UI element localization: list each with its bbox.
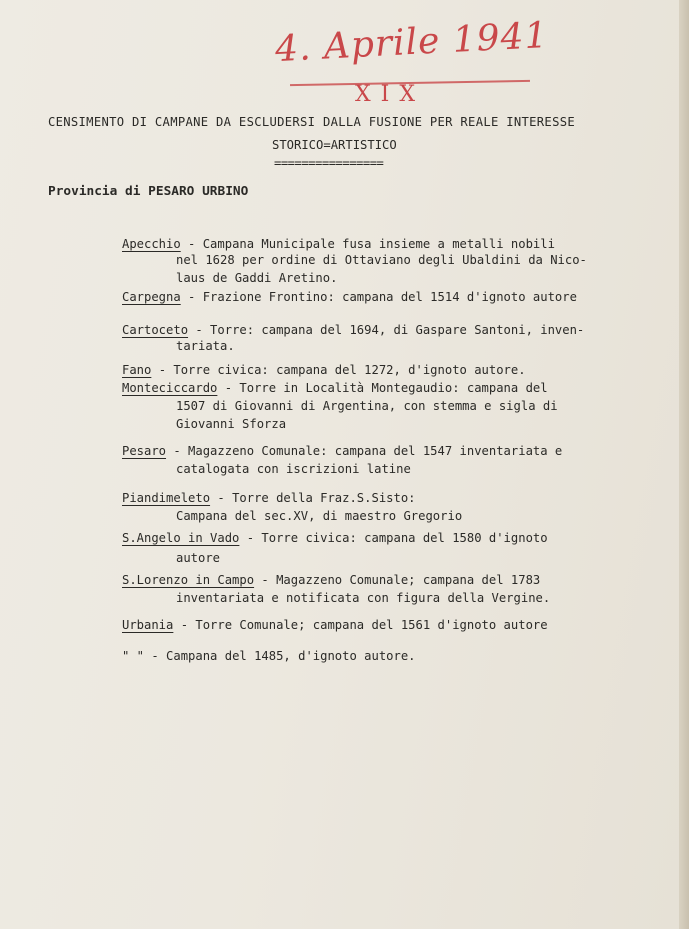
entry-text: - Torre civica: campana del 1580 d'ignoto xyxy=(239,531,548,545)
entry-place: Carpegna xyxy=(122,290,181,304)
entry-place: Cartoceto xyxy=(122,323,189,337)
entry-place: Pesaro xyxy=(122,444,167,458)
entry-text: - Torre civica: campana del 1272, d'ignoto autore. xyxy=(151,363,526,377)
document-subheading: STORICO=ARTISTICO xyxy=(272,138,397,152)
entry-8 xyxy=(122,530,548,546)
entry-continuation: 1507 di Giovanni di Argentina, con stemma e sigla di xyxy=(176,399,558,413)
entry-5 xyxy=(122,380,548,396)
entry-continuation: Campana del sec.XV, di maestro Gregorio xyxy=(176,509,463,523)
entry-place: Urbania xyxy=(122,618,174,632)
entry-text: - Magazzeno Comunale: campana del 1547 inventariata e xyxy=(166,444,563,458)
entry-text: - Campana del 1485, d'ignoto autore. xyxy=(144,649,416,663)
entry-text: - Torre della Fraz.S.Sisto: xyxy=(210,491,416,505)
handwritten-date: 4. Aprile 1941 xyxy=(274,14,550,71)
entry-text: - Magazzeno Comunale; campana del 1783 xyxy=(254,573,541,587)
entry-place: " " xyxy=(122,649,145,663)
entry-6 xyxy=(122,443,562,459)
entry-10 xyxy=(122,617,548,633)
province-label: Provincia di PESARO URBINO xyxy=(48,184,249,199)
entry-text: - Campana Municipale fusa insieme a metalli nobili xyxy=(180,237,555,251)
entry-continuation: laus de Gaddi Aretino. xyxy=(176,271,338,285)
entry-text: - Torre Comunale; campana del 1561 d'ignoto autore xyxy=(173,618,548,632)
entry-place: S.Angelo in Vado xyxy=(122,531,240,545)
entry-continuation: inventariata e notificata con figura della Vergine. xyxy=(176,591,551,605)
handwritten-roman-year: XIX xyxy=(355,82,426,107)
entry-9 xyxy=(122,572,540,588)
entry-place: S.Lorenzo in Campo xyxy=(122,573,255,587)
entry-4 xyxy=(122,362,526,378)
entry-3 xyxy=(122,322,584,338)
entry-2 xyxy=(122,289,577,305)
entry-place: Fano xyxy=(122,363,152,377)
entry-place: Piandimeleto xyxy=(122,491,211,505)
entry-continuation: nel 1628 per ordine di Ottaviano degli Ubaldini da Nico- xyxy=(176,253,587,267)
entry-continuation: autore xyxy=(176,551,221,565)
entry-place: Apecchio xyxy=(122,237,181,251)
entry-text: - Frazione Frontino: campana del 1514 d'ignoto autore xyxy=(180,290,577,304)
entry-text: - Torre in Località Montegaudio: campana del xyxy=(217,381,548,395)
entry-11 xyxy=(122,648,416,664)
entry-continuation: catalogata con iscrizioni latine xyxy=(176,462,411,476)
entry-1 xyxy=(122,236,555,252)
entry-continuation: tariata. xyxy=(176,339,235,353)
entry-text: - Torre: campana del 1694, di Gaspare Santoni, inven- xyxy=(188,323,585,337)
heading-rule: ================ xyxy=(274,156,384,170)
document-heading: CENSIMENTO DI CAMPANE DA ESCLUDERSI DALLA FUSIONE PER REALE INTERESSE xyxy=(48,115,575,129)
entry-7 xyxy=(122,490,416,506)
entry-place: Monteciccardo xyxy=(122,381,218,395)
entry-continuation: Giovanni Sforza xyxy=(176,417,287,431)
